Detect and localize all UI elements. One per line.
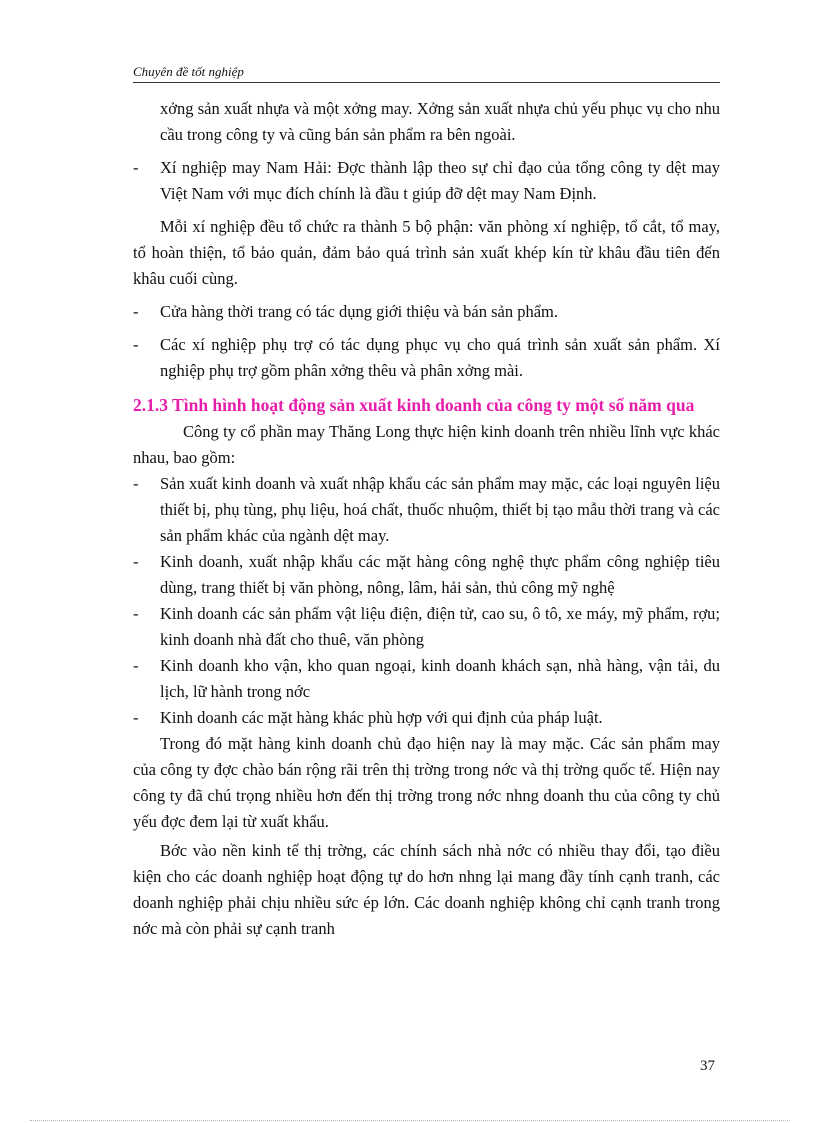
- dash-marker: -: [133, 474, 139, 493]
- list-item-text: Cửa hàng thời trang có tác dụng giới thiệu và bán sản phẩm.: [160, 302, 559, 321]
- paragraph: xởng sản xuất nhựa và một xởng may. Xởng sản xuất nhựa chủ yếu phục vụ cho nhu cầu trong công ty và cũng bán sản phẩm ra bên ngoài.: [160, 99, 720, 144]
- paragraph: Bớc vào nền kinh tế thị trờng, các chính sách nhà nớc có nhiều thay đổi, tạo điều kiện cho các doanh nghiệp hoạt động tự do hơn nhng lại mang đầy tính cạnh tranh, các doanh nghiệp phải chịu nhiều sức ép lớn. Các doanh nghiệp không chỉ cạnh tranh trong nớc mà còn phải sự cạnh tranh: [133, 841, 720, 938]
- list-item: [133, 299, 720, 325]
- list-item: [133, 155, 720, 207]
- page-number: 37: [700, 1058, 715, 1074]
- list-item: [133, 549, 720, 601]
- dash-marker: -: [133, 656, 139, 675]
- list-item: [133, 601, 720, 653]
- paragraph: Mỗi xí nghiệp đều tổ chức ra thành 5 bộ phận: văn phòng xí nghiệp, tổ cắt, tổ may, tổ hoàn thiện, tổ bảo quản, đảm bảo quá trình sản xuất khép kín từ khâu đầu tiên đến khâu cuối cùng.: [133, 217, 720, 288]
- paragraph: Công ty cổ phần may Thăng Long thực hiện kinh doanh trên nhiều lĩnh vực khác nhau, bao gồm:: [133, 422, 720, 467]
- dash-marker: -: [133, 302, 139, 321]
- list-item: [133, 332, 720, 384]
- dash-marker: -: [133, 335, 139, 354]
- dash-marker: -: [133, 158, 139, 177]
- page-body: [133, 96, 720, 949]
- dash-marker: -: [133, 604, 139, 623]
- list-item: [133, 653, 720, 705]
- list-item-text: Các xí nghiệp phụ trợ có tác dụng phục vụ cho quá trình sản xuất sản phẩm. Xí nghiệp phụ trợ gồm phân xởng thêu và phân xởng mài.: [160, 335, 720, 380]
- list-item-text: Xí nghiệp may Nam Hải: Đợc thành lập theo sự chỉ đạo của tổng công ty dệt may Việt Nam với mục đích chính là đầu t giúp đỡ dệt may Nam Định.: [160, 158, 720, 203]
- list-item-text: Sản xuất kinh doanh và xuất nhập khẩu các sản phẩm may mặc, các loại nguyên liệu thiết bị, phụ tùng, phụ liệu, hoá chất, thuốc nhuộm, thiết bị tạo mẫu thời trang và các sản phẩm khác của ngành dệt may.: [160, 474, 720, 545]
- list-item: [133, 705, 720, 731]
- list-item-text: Kinh doanh kho vận, kho quan ngoại, kinh doanh khách sạn, nhà hàng, vận tải, du lịch, lữ hành trong nớc: [160, 656, 720, 701]
- paragraph: Trong đó mặt hàng kinh doanh chủ đạo hiện nay là may mặc. Các sản phẩm may của công ty đợc chào bán rộng rãi trên thị trờng trong nớc và thị trờng quốc tế. Hiện nay công ty đã chú trọng nhiều hơn đến thị trờng trong nớc nhng doanh thu của công ty chủ yếu đợc đem lại từ xuất khẩu.: [133, 734, 720, 831]
- section-heading: 2.1.3 Tình hình hoạt động sản xuất kinh doanh của công ty một số năm qua: [133, 395, 695, 415]
- page-bottom-divider: [30, 1120, 790, 1121]
- list-item-text: Kinh doanh các sản phẩm vật liệu điện, điện tử, cao su, ô tô, xe máy, mỹ phẩm, rợu; kinh doanh nhà đất cho thuê, văn phòng: [160, 604, 720, 649]
- list-item-text: Kinh doanh các mặt hàng khác phù hợp với qui định của pháp luật.: [160, 708, 603, 727]
- list-item-text: Kinh doanh, xuất nhập khẩu các mặt hàng công nghệ thực phẩm công nghiệp tiêu dùng, trang thiết bị văn phòng, nông, lâm, hải sản, thủ công mỹ nghệ: [160, 552, 720, 597]
- header-title: Chuyên đề tốt nghiệp: [133, 64, 244, 79]
- page-header: [133, 62, 720, 83]
- list-item: [133, 471, 720, 549]
- dash-marker: -: [133, 552, 139, 571]
- dash-marker: -: [133, 708, 139, 727]
